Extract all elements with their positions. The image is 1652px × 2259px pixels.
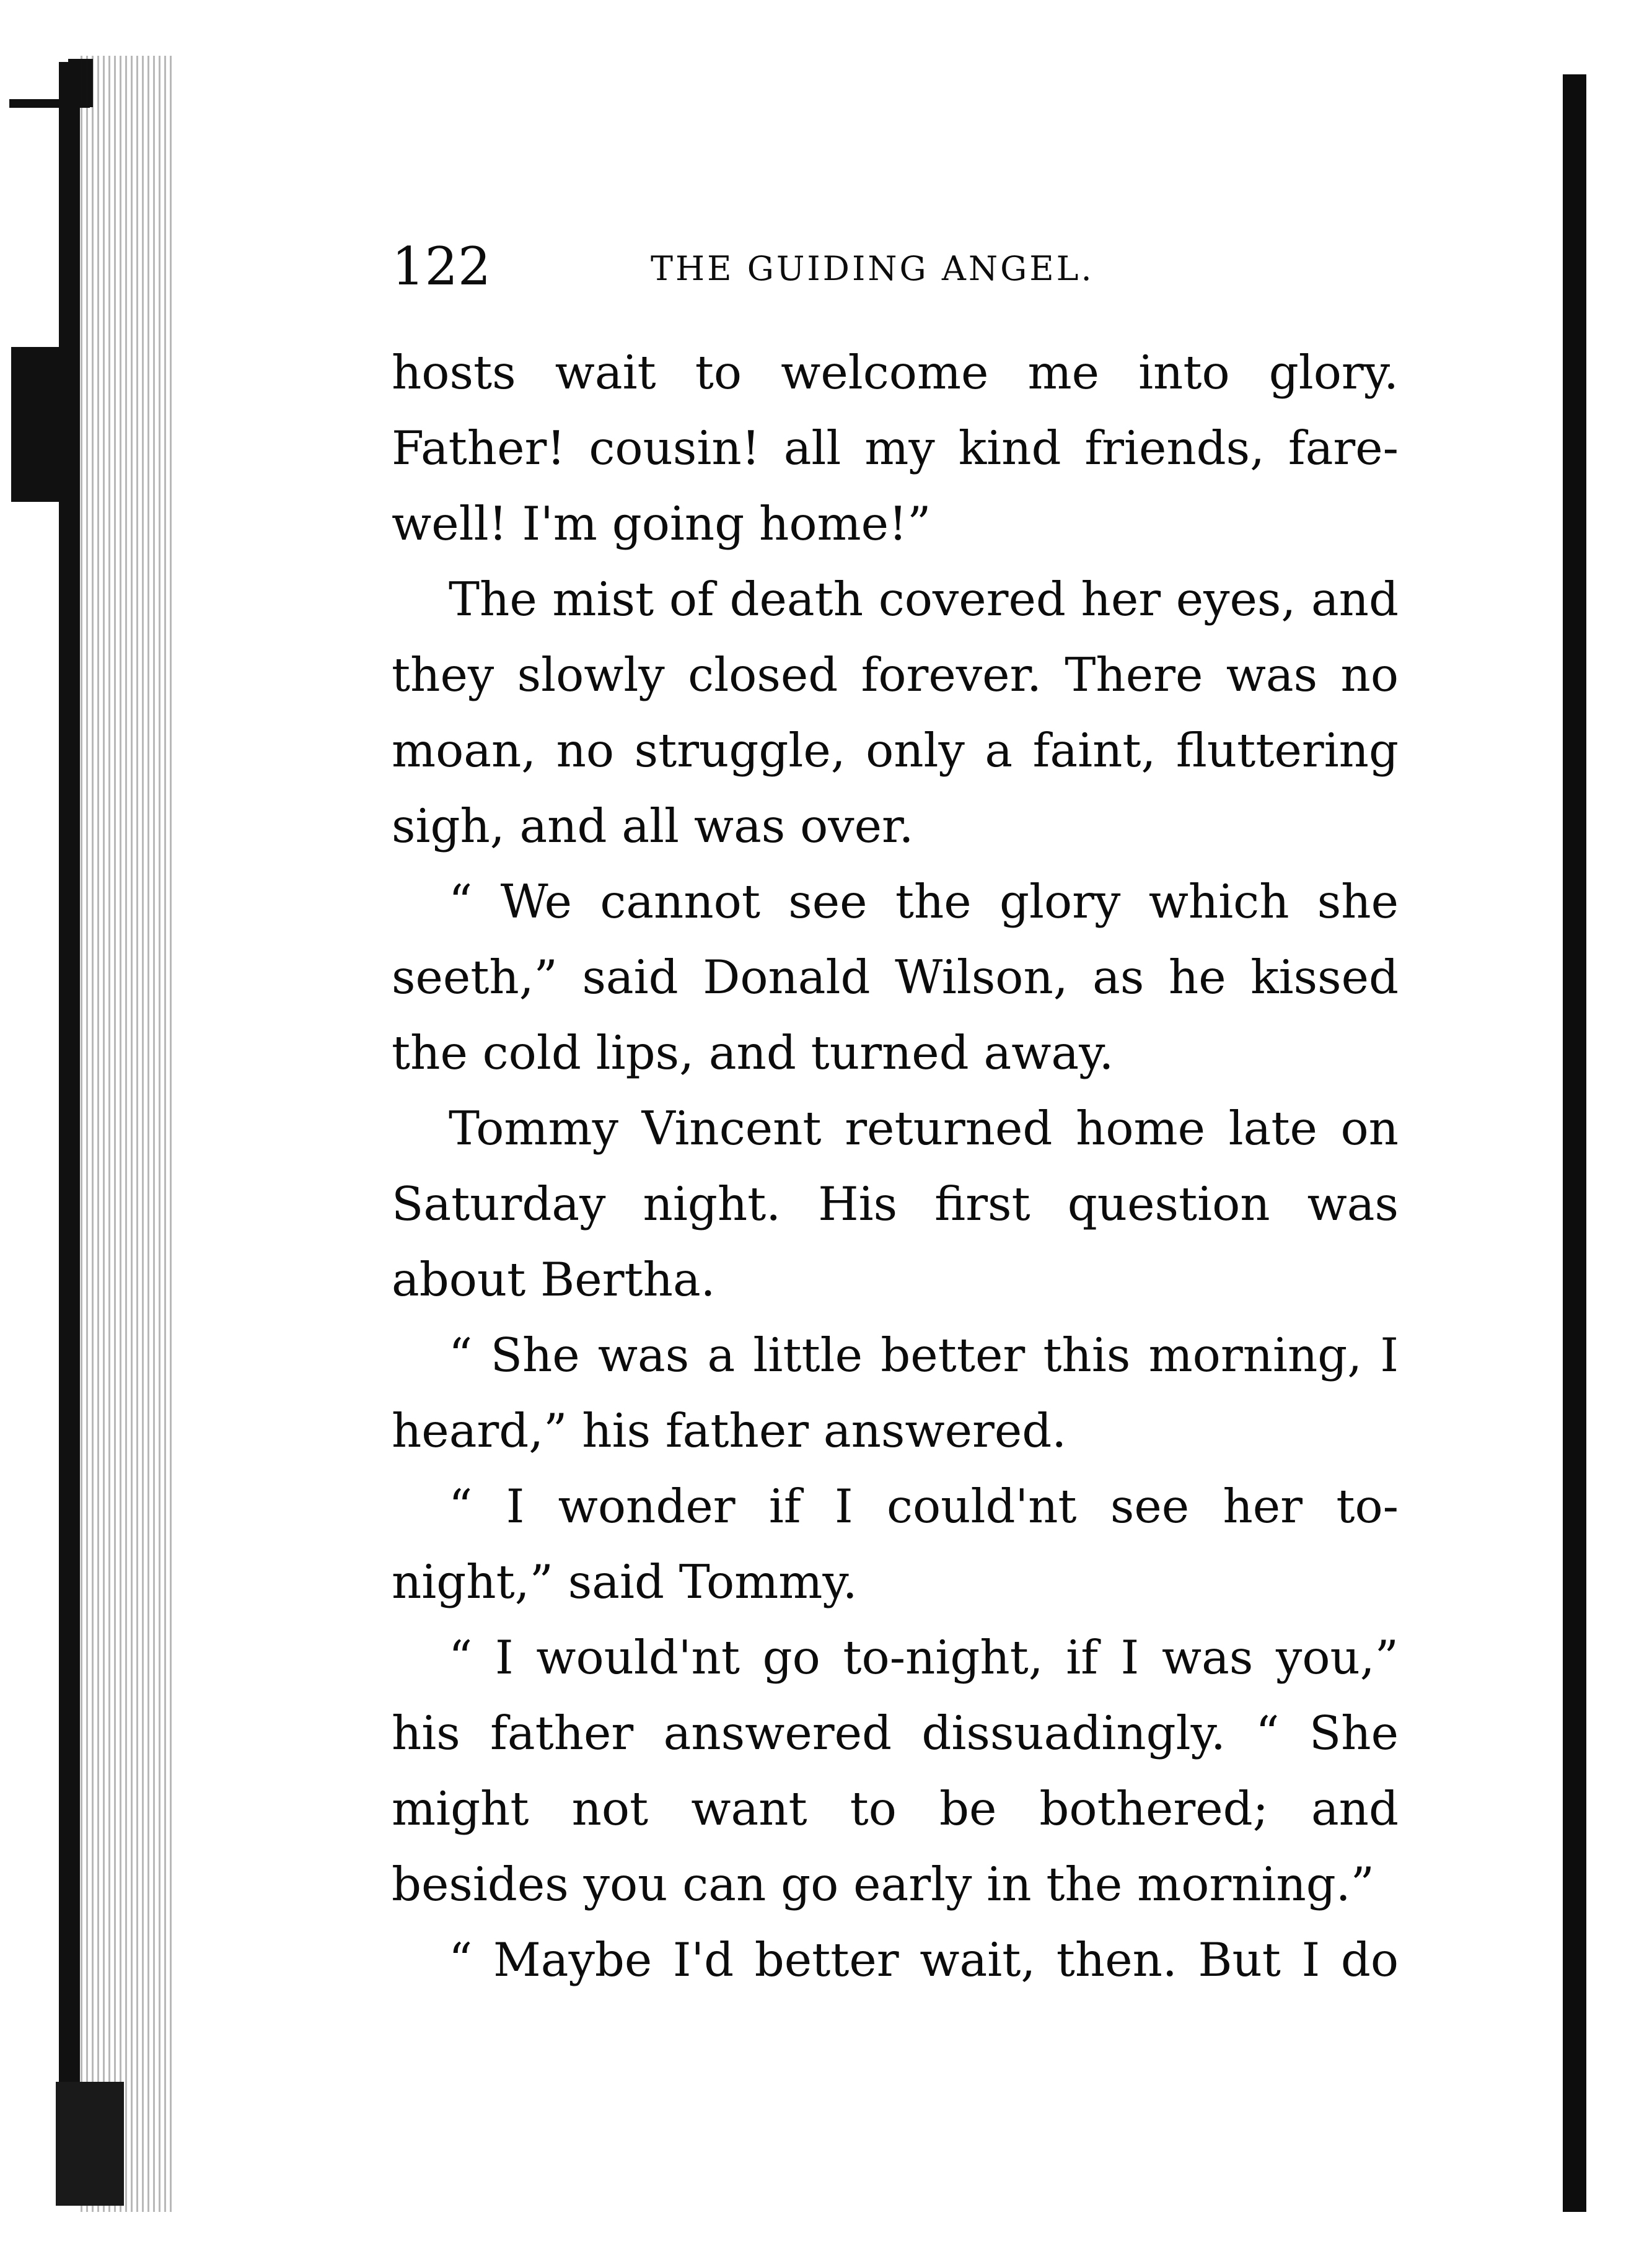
binding-edge-mark [56, 2082, 124, 2206]
paragraph: hosts wait to welcome me into glory. Father! cousin! all my kind friends, fare-well! I'm going home!” [392, 345, 1399, 551]
running-head [392, 232, 1445, 300]
page-body [392, 335, 1399, 1998]
book-gutter-shadow [59, 62, 80, 2206]
paragraph: “ She was a little better this morning, I heard,” his father answered. [392, 1328, 1399, 1458]
paragraph: “ I would'nt go to-night, if I was you,” his father answered dissuadingly. “ She might not want to be bothered; and besides you can go early in the morning.” [392, 1630, 1399, 1911]
book-gutter-shadow [81, 56, 174, 2212]
paragraph: “ I wonder if I could'nt see her to-night,” said Tommy. [392, 1479, 1399, 1609]
page-edge-shadow [1563, 74, 1586, 2212]
paragraph: “ We cannot see the glory which she seeth,” said Donald Wilson, as he kissed the cold lips, and turned away. [392, 874, 1399, 1080]
paragraph: Tommy Vincent returned home late on Saturday night. His first question was about Bertha. [392, 1101, 1399, 1307]
binding-edge-mark [11, 347, 61, 502]
page-number: 122 [392, 236, 491, 297]
paragraph: “ Maybe I'd better wait, then. But I do [449, 1932, 1399, 1987]
paragraph: The mist of death covered her eyes, and they slowly closed forever. There was no moan, no struggle, only a faint, fluttering sigh, and all was over. [392, 572, 1399, 853]
running-title: THE GUIDING ANGEL. [651, 249, 1094, 288]
